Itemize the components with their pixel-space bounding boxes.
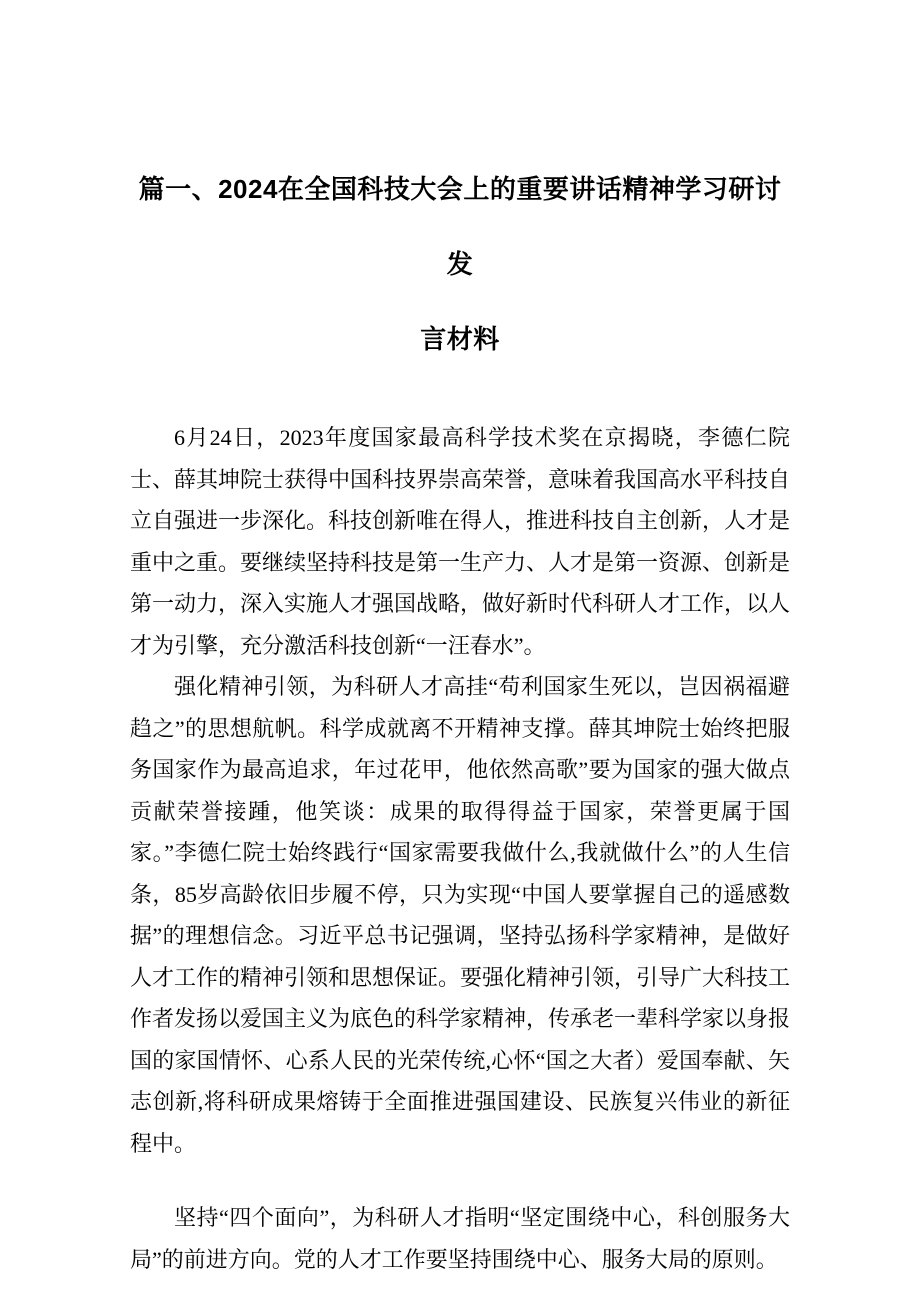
document-title (130, 152, 790, 377)
paragraph-spiritual-guidance: 强化精神引领，为科研人才高挂“苟利国家生死以，岂因祸福避趋之”的思想航帆。科学成就离不开精神支撑。薛其坤院士始终把服务国家作为最高追求，年过花甲，他依然高歌”要为国家的强大做点贡献荣誉接踵，他笑谈：成果的取得得益于国家，荣誉更属于国家。”李德仁院士始终践行“国家需要我做什么,我就做什么”的人生信条，85岁高龄依旧步履不停，只为实现“中国人要掌握自己的遥感数据”的理想信念。习近平总书记强调，坚持弘扬科学家精神，是做好人才工作的精神引领和思想保证。要强化精神引领，引导广大科技工作者发扬以爱国主义为底色的科学家精神，传承老一辈科学家以身报国的家国情怀、心系人民的光荣传统,心怀“国之大者）爱国奉献、矢志创新,将科研成果熔铸于全面推进强国建设、民族复兴伟业的新征程中。 (130, 674, 791, 1156)
paragraph-four-orientations: 坚持“四个面向”，为科研人才指明“坚定围绕中心，科创服务大局”的前进方向。党的人才工作要坚持围绕中心、服务大局的原则。 (130, 1205, 790, 1272)
paragraph-award-intro: 6月24日，2023年度国家最高科学技术奖在京揭晓，李德仁院士、薛其坤院士获得中国科技界崇高荣誉，意味着我国高水平科技自立自强进一步深化。科技创新唯在得人，推进科技自主创新，人才是重中之重。要继续坚持科技是第一生产力、人才是第一资源、创新是第一动力，深入实施人才强国战略，做好新时代科研人才工作，以人才为引擎，充分激活科技创新“一汪春水”。 (130, 425, 791, 658)
title-line-2: 言材料 (420, 324, 500, 354)
document-body (130, 417, 790, 1280)
title-line-1: 篇一、2024在全国科技大会上的重要讲话精神学习研讨发 (138, 174, 782, 279)
